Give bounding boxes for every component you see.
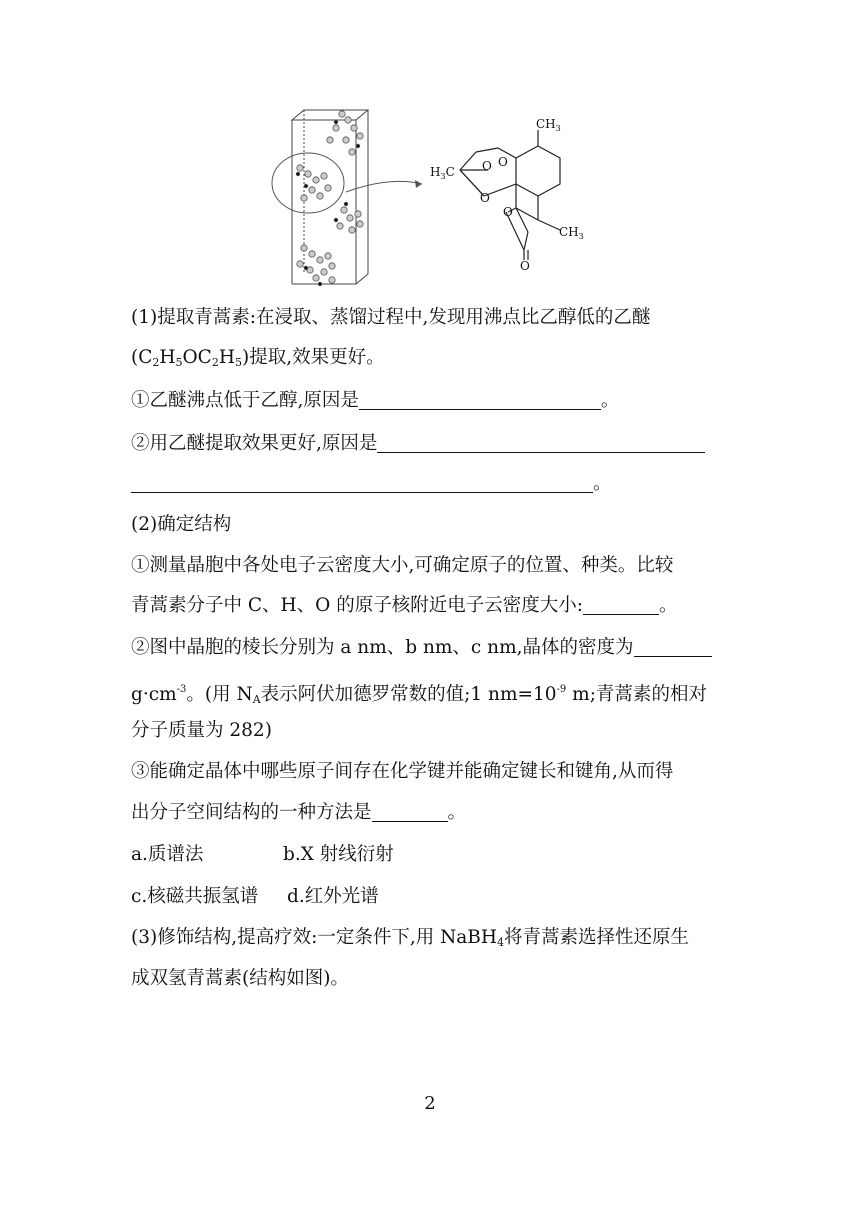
answer-blank-1[interactable] [359, 391, 601, 410]
option-c: c.核磁共振氢谱 [131, 886, 259, 907]
answer-blank-2[interactable] [377, 434, 705, 453]
molecule-skeleton [460, 130, 560, 260]
q2-item2c: 分子质量为 282) [131, 720, 272, 741]
q3-line-b: 成双氢青蒿素(结构如图)。 [131, 968, 349, 989]
q1-intro: (1)提取青蒿素:在浸取、蒸馏过程中,发现用沸点比乙醇低的乙醚 [131, 307, 651, 328]
page-number: 2 [424, 1093, 436, 1114]
q1-item2: ②用乙醚提取效果更好,原因是 [131, 432, 705, 456]
ch3-top-label: $CH_3$ [536, 117, 561, 133]
q2-item2a: ②图中晶胞的棱长分别为 a nm、b nm、c nm,晶体的密度为 [131, 636, 712, 660]
answer-blank-5[interactable] [372, 803, 448, 822]
o-label-3: O [480, 191, 490, 205]
q2-item1b: 青蒿素分子中 C、H、O 的原子核附近电子云密度大小: 。 [131, 595, 678, 616]
o-label-1: O [482, 159, 492, 173]
q3-line-a: (3)修饰结构,提高疗效:一定条件下,用 NaBH$_4$将青蒿素选择性还原生 [131, 927, 690, 949]
pointer-arrow [346, 181, 422, 192]
q2-options-row1 [131, 843, 394, 867]
answer-blank-2b[interactable] [131, 474, 593, 493]
molecule-labels [430, 117, 584, 273]
option-d: d.红外光谱 [287, 886, 379, 907]
q2-item2b: $g\cdot cm^{-3}$。(用 $N_A$表示阿伏加德罗常数的值;1 $nm=10^{-9}$ m;青蒿素的相对 [131, 684, 707, 706]
q1-item1: ①乙醚沸点低于乙醇,原因是 。 [131, 390, 620, 411]
crystal-structure-figure [270, 108, 600, 290]
q1-item2-cont: 。 [131, 472, 612, 496]
option-b: b.X 射线衍射 [283, 844, 394, 865]
atoms [296, 111, 363, 286]
answer-blank-4[interactable] [634, 638, 712, 657]
h3c-label: $H_3C$ [430, 165, 455, 181]
answer-blank-3[interactable] [583, 596, 659, 615]
o-label-5: O [520, 259, 530, 273]
o-label-2: O [498, 155, 508, 169]
q2-options-row2 [131, 885, 379, 909]
figure-svg [270, 108, 600, 290]
q2-item3a: ③能确定晶体中哪些原子间存在化学键并能确定键长和键角,从而得 [131, 761, 674, 782]
option-a: a.质谱法 [131, 844, 204, 865]
highlight-ellipse [272, 153, 344, 213]
q2-title: (2)确定结构 [131, 514, 232, 535]
q2-item1a: ①测量晶胞中各处电子云密度大小,可确定原子的位置、种类。比较 [131, 555, 674, 576]
q1-formula-line: $(C_2H_5OC_2H_5)$提取,效果更好。 [131, 347, 385, 369]
o-label-4: O [503, 205, 513, 219]
ch3-right-label: $CH_3$ [559, 225, 584, 241]
q2-item3b: 出分子空间结构的一种方法是 。 [131, 802, 467, 823]
